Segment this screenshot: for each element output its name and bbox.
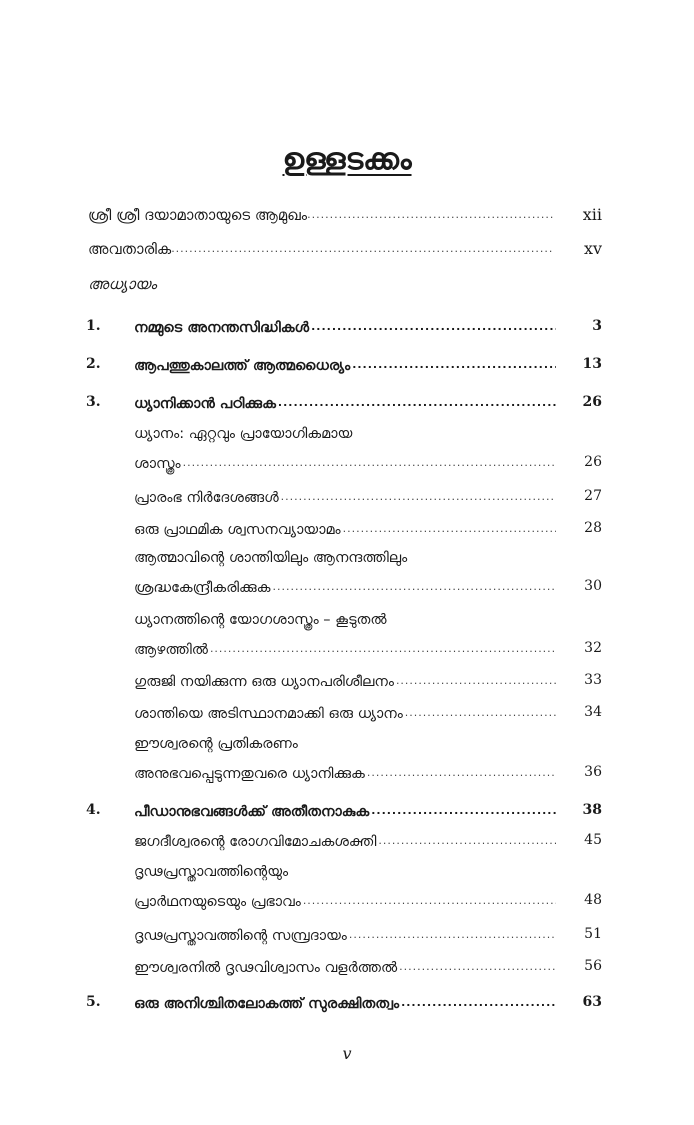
entry-page: 28 xyxy=(584,520,602,536)
dot-leader xyxy=(278,396,556,409)
subsection-entry xyxy=(86,448,602,472)
entry-text: നമ്മുടെ അനന്തസിദ്ധികൾ xyxy=(134,320,310,336)
entry-text: ശാന്തിയെ അടിസ്ഥാനമാക്കി ഒരു ധ്യാനം xyxy=(134,706,403,722)
dot-leader xyxy=(303,894,556,907)
front-matter-entry xyxy=(88,234,602,258)
entry-page: 13 xyxy=(582,356,602,372)
entry-page: 30 xyxy=(584,578,602,594)
entry-text-line: ഈശ്വരന്റെ പ്രതികരണം xyxy=(134,736,298,752)
dot-leader xyxy=(273,580,556,593)
entry-text: ശാസ്ത്രം xyxy=(134,456,181,472)
entry-text: പ്രാരംഭ നിർദേശങ്ങൾ xyxy=(134,490,279,506)
chapter-entry xyxy=(86,388,602,412)
entry-text-line: ആത്മാവിന്റെ ശാന്തിയിലും ആനന്ദത്തിലും xyxy=(134,550,408,566)
entry-text: പ്രാർഥനയുടെയും പ്രഭാവം xyxy=(134,894,301,910)
dot-leader xyxy=(405,706,556,719)
entry-page: 36 xyxy=(584,764,602,780)
chapter-number: 3. xyxy=(86,394,101,410)
dot-leader xyxy=(371,804,556,817)
chapter-entry xyxy=(86,312,602,336)
entry-text: ഗുരുജി നയിക്കുന്ന ഒരു ധ്യാനപരിശീലനം xyxy=(134,674,394,690)
front-matter-entry xyxy=(88,200,602,224)
entry-page: 26 xyxy=(584,454,602,470)
dot-leader xyxy=(311,320,556,333)
entry-page: 45 xyxy=(584,832,602,848)
chapter-number: 1. xyxy=(86,318,101,334)
entry-text: ഈശ്വരനിൽ ദൃഢവിശ്വാസം വളർത്തൽ xyxy=(134,960,398,976)
entry-page: 26 xyxy=(582,394,602,410)
subsection-entry xyxy=(86,758,602,782)
dot-leader xyxy=(171,242,554,255)
dot-leader xyxy=(401,996,556,1009)
chapter-number: 2. xyxy=(86,356,101,372)
entry-page: 27 xyxy=(584,488,602,504)
subsection-entry xyxy=(86,482,602,506)
subsection-entry xyxy=(86,826,602,850)
page-title: ഉള്ളടക്കം xyxy=(282,142,412,177)
entry-text-line: ദൃഢപ്രസ്താവത്തിന്റെയും xyxy=(134,864,289,880)
entry-text: ശ്രീ ശ്രീ ദയാമാതായുടെ ആമുഖം xyxy=(88,206,308,224)
entry-text: പീഡാനുഭവങ്ങൾക്ക് അതീതനാകുക xyxy=(134,804,370,820)
section-label: അധ്യായം xyxy=(88,275,157,293)
dot-leader xyxy=(210,642,556,655)
entry-text-line: ധ്യാനം: ഏറ്റവും പ്രായോഗികമായ xyxy=(134,426,353,442)
dot-leader xyxy=(396,674,556,687)
entry-text: ഒരു അനിശ്ചിതലോകത്ത് സുരക്ഷിതത്വം xyxy=(134,996,400,1012)
dot-leader xyxy=(183,456,556,469)
entry-page: 33 xyxy=(584,672,602,688)
entry-page: xii xyxy=(582,205,602,224)
page-number: v xyxy=(342,1044,352,1063)
chapter-entry xyxy=(86,350,602,374)
subsection-entry xyxy=(86,666,602,690)
entry-text: അവതാരിക xyxy=(88,240,172,258)
entry-page: 56 xyxy=(584,958,602,974)
entry-text: ശ്രദ്ധകേന്ദ്രീകരിക്കുക xyxy=(134,580,271,596)
subsection-entry xyxy=(86,572,602,596)
subsection-entry xyxy=(86,920,602,944)
entry-text: ആഴത്തിൽ xyxy=(134,642,208,658)
dot-leader xyxy=(307,208,554,221)
dot-leader xyxy=(281,490,556,503)
entry-text: ആപത്തുകാലത്ത് ആത്മധൈര്യം xyxy=(134,358,351,374)
dot-leader xyxy=(367,766,556,779)
chapter-number: 5. xyxy=(86,994,101,1010)
dot-leader xyxy=(349,928,556,941)
entry-page: 32 xyxy=(584,640,602,656)
chapter-entry xyxy=(86,796,602,820)
subsection-entry xyxy=(86,952,602,976)
entry-text: ഒരു പ്രാഥമിക ശ്വസനവ്യായാമം xyxy=(134,522,341,538)
subsection-entry xyxy=(86,698,602,722)
entry-page: 38 xyxy=(582,802,602,818)
entry-page: 3 xyxy=(592,318,602,334)
chapter-entry xyxy=(86,988,602,1012)
entry-text: ജഗദീശ്വരന്റെ രോഗവിമോചകശക്തി xyxy=(134,834,377,850)
dot-leader xyxy=(352,358,556,371)
dot-leader xyxy=(378,834,556,847)
subsection-entry xyxy=(86,514,602,538)
dot-leader xyxy=(399,960,556,973)
entry-page: 51 xyxy=(584,926,602,942)
entry-text: ദൃഢപ്രസ്താവത്തിന്റെ സമ്പ്രദായം xyxy=(134,928,347,944)
dot-leader xyxy=(343,522,556,535)
subsection-entry xyxy=(86,886,602,910)
entry-page: 48 xyxy=(584,892,602,908)
entry-page: 63 xyxy=(582,994,602,1010)
chapter-number: 4. xyxy=(86,802,101,818)
entry-page: xv xyxy=(583,239,602,258)
subsection-entry xyxy=(86,634,602,658)
entry-text: ധ്യാനിക്കാൻ പഠിക്കുക xyxy=(134,396,276,412)
entry-text-line: ധ്യാനത്തിന്റെ യോഗശാസ്ത്രം – കൂടുതൽ xyxy=(134,612,387,628)
entry-page: 34 xyxy=(584,704,602,720)
entry-text: അനുഭവപ്പെടുന്നതുവരെ ധ്യാനിക്കുക xyxy=(134,766,365,782)
